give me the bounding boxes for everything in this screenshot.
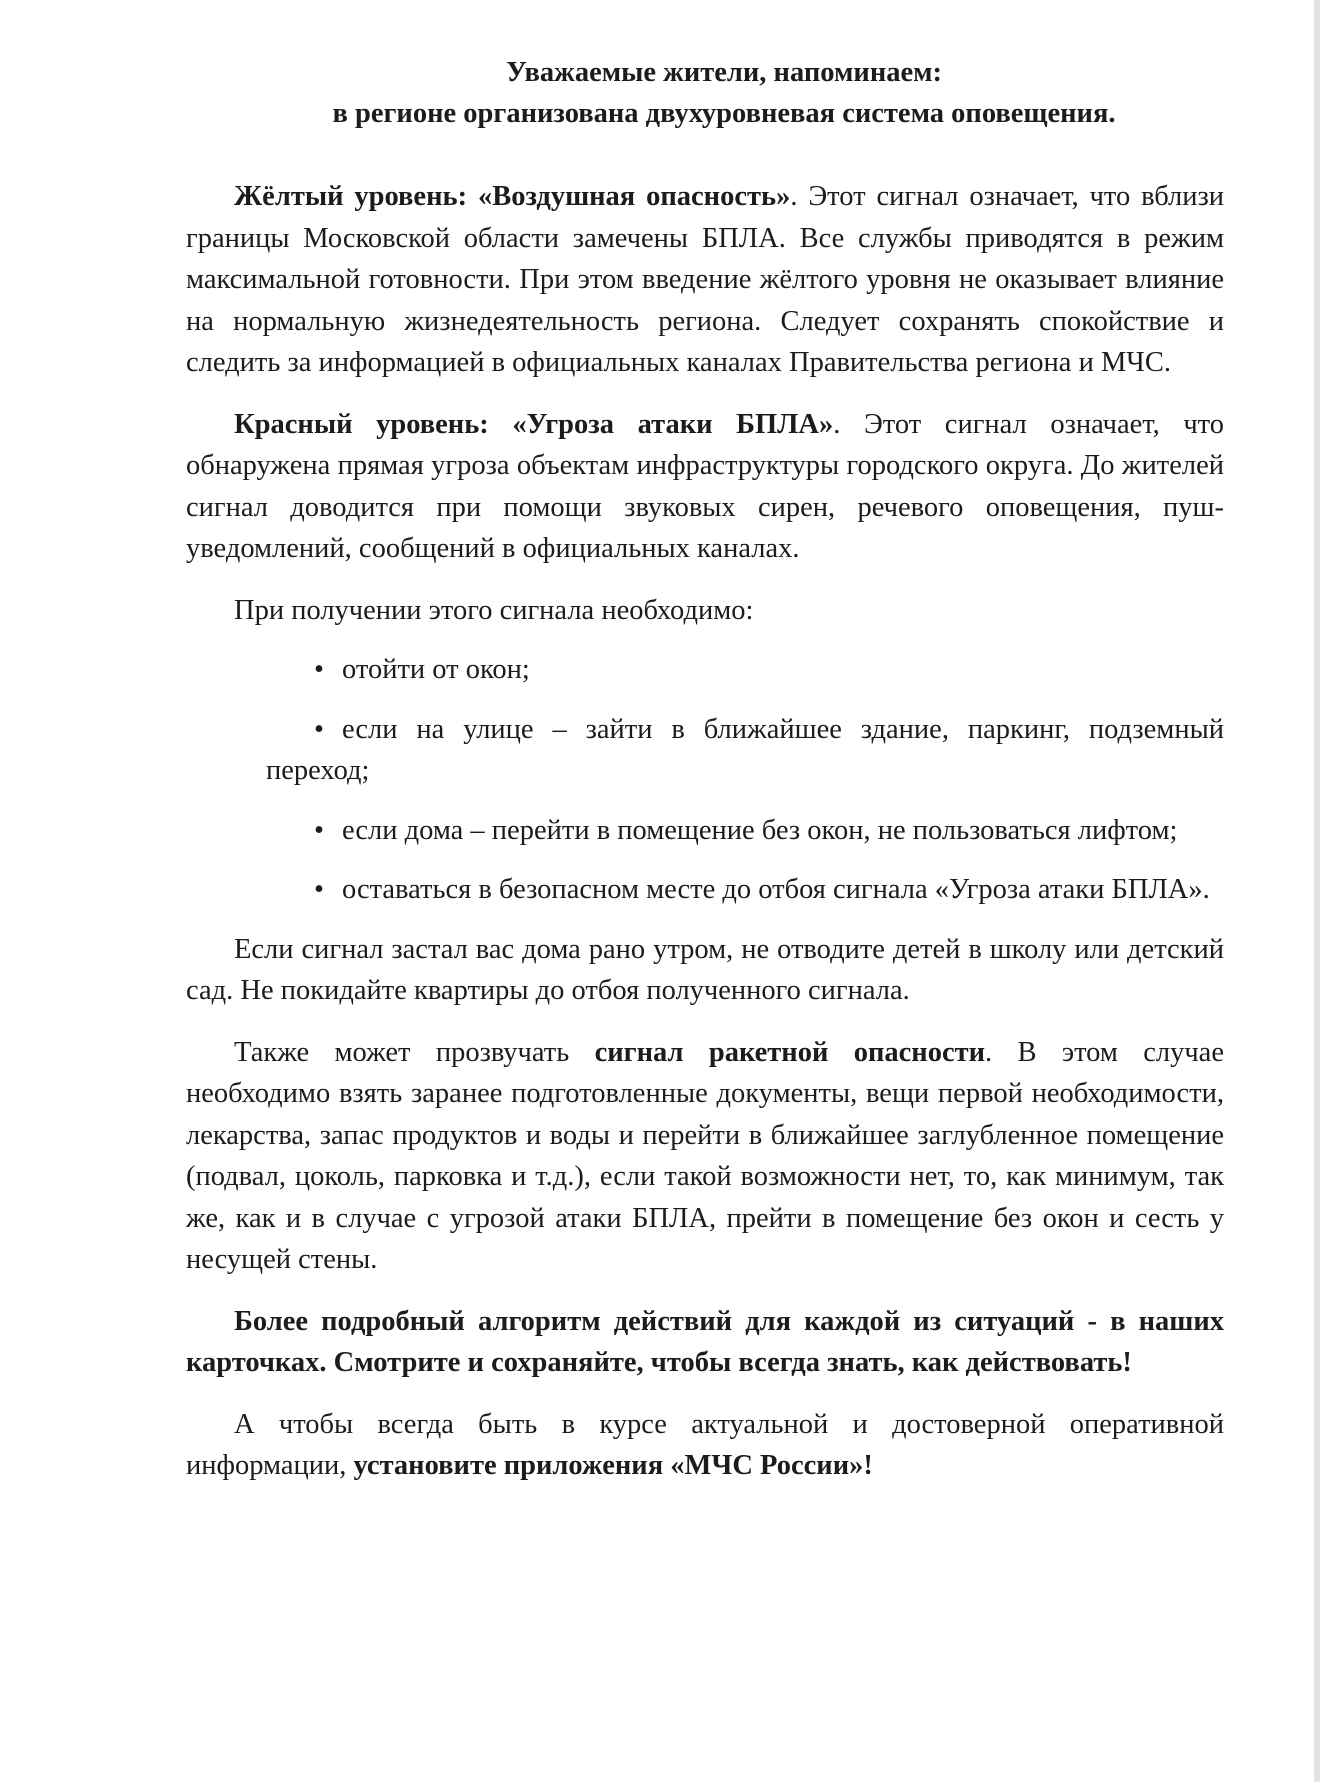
red-level-heading: Красный уровень: «Угроза атаки БПЛА» [234, 408, 834, 440]
list-item [266, 810, 1224, 852]
list-item [266, 709, 1224, 792]
yellow-level-heading: Жёлтый уровень: «Воздушная опасность» [234, 181, 791, 212]
yellow-level-text: . Этот сигнал означает, что вблизи границы Московской области замечены БПЛА. Все службы приводятся в режим максимальной готовности. При этом введение жёлтого уровня не оказывает влияние на нормальную жизнедеятельность региона. Следует сохранять спокойствие и следить за информацией в официальных каналах Правительства региона и МЧС. [186, 181, 1224, 378]
bullet-icon: • [314, 654, 324, 685]
morning-paragraph: Если сигнал застал вас дома рано утром, не отводите детей в школу или детский сад. Не покидайте квартиры до отбоя полученного сигнала. [186, 933, 1224, 1006]
list-item [266, 869, 1224, 911]
closing-app-callout: установите приложения «МЧС России»! [353, 1450, 873, 1481]
instructions-list [186, 649, 1224, 911]
title-line-1: Уважаемые жители, напоминаем: [505, 57, 943, 88]
red-level-paragraph [186, 404, 1224, 570]
list-item-text: если дома – перейти в помещение без окон, не пользоваться лифтом; [342, 814, 1178, 846]
cards-note-text: Более подробный алгоритм действий для каждой из ситуаций - в наших карточках. Смотрите и сохраняйте, чтобы всегда знать, как действовать! [186, 1305, 1224, 1378]
document-body [186, 52, 1224, 1501]
instructions-lead: При получении этого сигнала необходимо: [234, 594, 754, 626]
closing-text: А чтобы всегда быть в курсе актуальной и достоверной оперативной информации, [186, 1408, 1224, 1481]
cards-note-paragraph [186, 1301, 1224, 1384]
list-item [266, 649, 1224, 691]
bullet-icon: • [314, 874, 324, 905]
list-item-text: если на улице – зайти в ближайшее здание, паркинг, подземный переход; [266, 713, 1224, 786]
bullet-icon: • [314, 814, 324, 846]
closing-paragraph [186, 1404, 1224, 1487]
missile-text-after: . В этом случае необходимо взять заранее подготовленные документы, вещи первой необходимости, лекарства, запас продуктов и воды и перейти в ближайшее заглубленное помещение (подвал, цоколь, парковка и т.д.), если такой возможности нет, то, как минимум, так же, как и в случае с угрозой атаки БПЛА, прейти в помещение без окон и сесть у несущей стены. [186, 1036, 1224, 1275]
title-line-2: в регионе организована двухуровневая система оповещения. [332, 98, 1116, 129]
missile-signal-name: сигнал ракетной опасности [594, 1036, 986, 1068]
document-title [186, 52, 1224, 134]
yellow-level-paragraph [186, 176, 1224, 384]
list-item-text: оставаться в безопасном месте до отбоя сигнала «Угроза атаки БПЛА». [342, 874, 1210, 905]
red-level-text: . Этот сигнал означает, что обнаружена прямая угроза объектам инфраструктуры городского округа. До жителей сигнал доводится при помощи звуковых сирен, речевого оповещения, пуш-уведомлений, сообщений в официальных каналах. [186, 408, 1224, 564]
missile-paragraph [186, 1032, 1224, 1281]
missile-text-before: Также может прозвучать [234, 1036, 595, 1068]
bullet-icon: • [314, 713, 324, 745]
list-item-text: отойти от окон; [342, 654, 530, 685]
